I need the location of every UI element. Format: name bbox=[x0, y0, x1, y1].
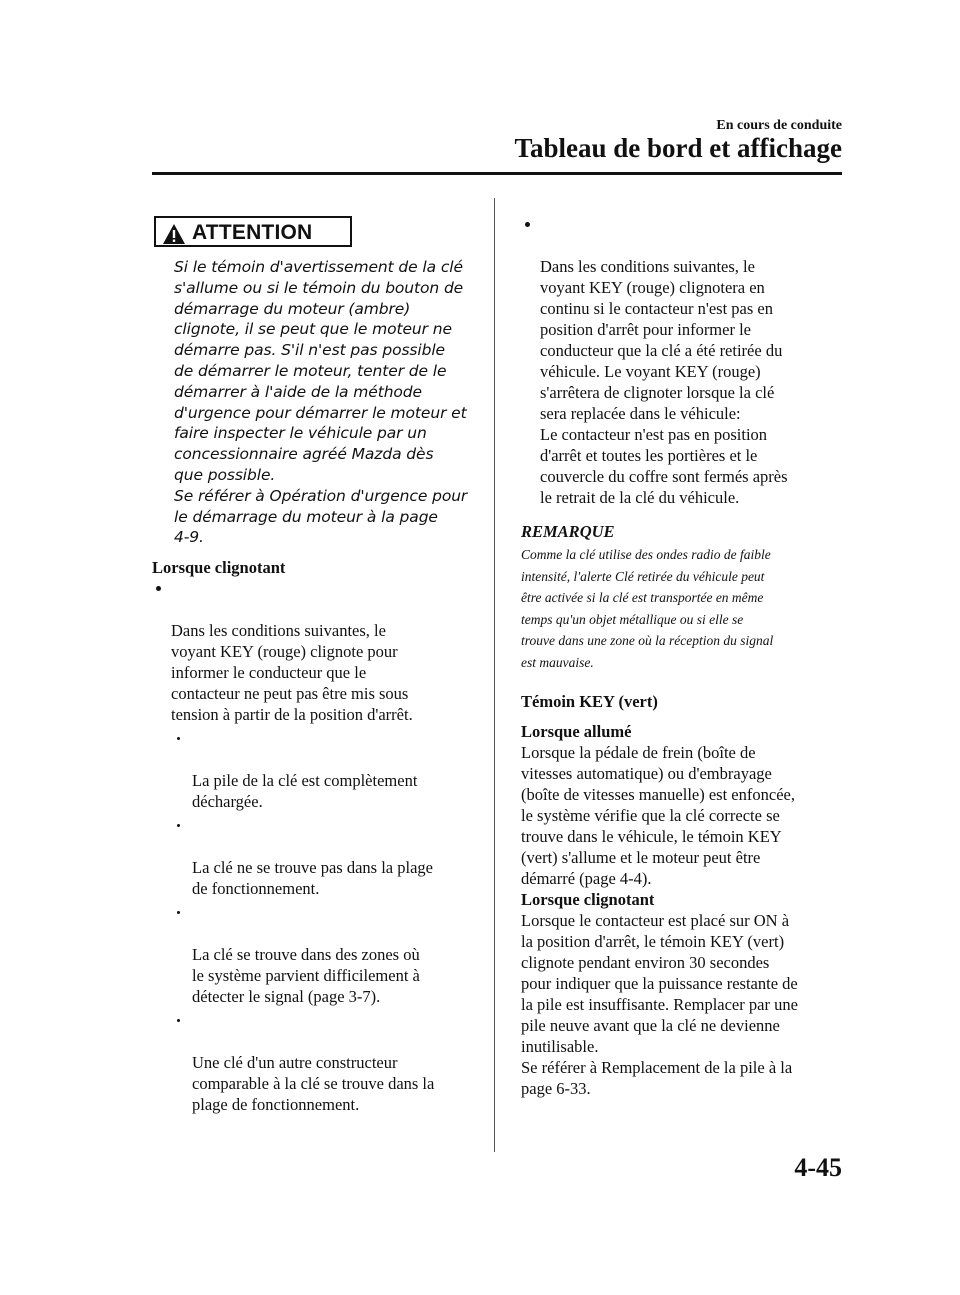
attention-box bbox=[154, 216, 352, 247]
left-column bbox=[152, 216, 476, 1115]
sub-bullet-dot bbox=[177, 737, 180, 740]
running-header-section: En cours de conduite bbox=[716, 118, 842, 133]
bullet-dot bbox=[525, 222, 530, 227]
column-divider bbox=[494, 198, 495, 1152]
list-item-text: La pile de la clé est complètement déchargée. bbox=[192, 771, 418, 812]
right-column bbox=[521, 214, 843, 1099]
list-item-text: La clé se trouve dans des zones où le système parvient difficilement à détecter le signal (page 3-7). bbox=[192, 945, 420, 1007]
sub-bullet-dot bbox=[177, 824, 180, 827]
right-bullet-text: Dans les conditions suivantes, le voyant KEY (rouge) clignotera en continu si le contacteur n'est pas en position d'arrêt pour informer le conducteur que la clé a été retirée du véhicule. Le voyant KEY (rouge) s'arrêtera de clignoter lorsque la clé sera replacée dans le véhicule: Le contacteur n'est pas en position d'arrêt et toutes les portières et le couvercle du coffre sont fermés après le retrait de la clé du véhicule. bbox=[540, 257, 788, 507]
heading-blinking: Lorsque clignotant bbox=[521, 890, 655, 909]
note-text: Comme la clé utilise des ondes radio de faible intensité, l'alerte Clé retirée du véhicule peut être activée si la clé est transportée en même temps qu'un objet métallique ou si elle se trouve dans une zone où la réception du signal est mauvaise. bbox=[521, 547, 774, 670]
subhead-key-green: Témoin KEY (vert) bbox=[521, 692, 658, 711]
page-number: 4-45 bbox=[794, 1153, 842, 1182]
list-item bbox=[152, 902, 476, 1007]
running-header-title: Tableau de bord et affichage bbox=[514, 133, 842, 163]
sub-bullet-dot bbox=[177, 911, 180, 914]
list-item-text: La clé ne se trouve pas dans la plage de fonctionnement. bbox=[192, 858, 433, 899]
header-rule bbox=[152, 172, 842, 175]
list-item bbox=[152, 815, 476, 899]
attention-text: Si le témoin d'avertissement de la clé s'allume ou si le témoin du bouton de démarrage du moteur (ambre) clignote, il se peut que le moteur ne démarre pas. S'il n'est pas possible de démarrer le moteur, tenter de le démarrer à l'aide de la méthode d'urgence pour démarrer le moteur et faire inspecter le véhicule par un concessionnaire agréé Mazda dès que possible. Se référer à Opération d'urgence pour le démarrage du moteur à la page 4-9. bbox=[174, 258, 468, 547]
right-bullet bbox=[521, 214, 843, 508]
note-label: REMARQUE bbox=[521, 522, 615, 541]
list-item-text: Une clé d'un autre constructeur comparable à la clé se trouve dans la plage de fonctionnement. bbox=[192, 1053, 435, 1115]
heading-lit: Lorsque allumé bbox=[521, 722, 632, 741]
sub-bullet-dot bbox=[177, 1019, 180, 1022]
attention-label: ATTENTION bbox=[192, 221, 313, 244]
left-bullet bbox=[152, 578, 476, 725]
left-bullet-text: Dans les conditions suivantes, le voyant KEY (rouge) clignote pour informer le conducteur que le contacteur ne peut pas être mis sous tension à partir de la position d'arrêt. bbox=[171, 621, 413, 725]
paragraph-lit: Lorsque la pédale de frein (boîte de vitesses automatique) ou d'embrayage (boîte de vitesses manuelle) est enfoncée, le système vérifie que la clé correcte se trouve dans le véhicule, le témoin KEY (vert) s'allume et le moteur peut être démarré (page 4-4). bbox=[521, 743, 795, 888]
bullet-dot bbox=[156, 586, 161, 591]
left-heading-blinking: Lorsque clignotant bbox=[152, 558, 286, 578]
warning-triangle-icon bbox=[162, 223, 186, 245]
list-item bbox=[152, 1010, 476, 1115]
paragraph-blinking: Lorsque le contacteur est placé sur ON à la position d'arrêt, le témoin KEY (vert) clignote pendant environ 30 secondes pour indiquer que la puissance restante de la pile est insuffisante. Remplacer par une pile neuve avant que la clé ne devienne inutilisable. Se référer à Remplacement de la pile à la page 6-33. bbox=[521, 911, 798, 1098]
list-item bbox=[152, 728, 476, 812]
